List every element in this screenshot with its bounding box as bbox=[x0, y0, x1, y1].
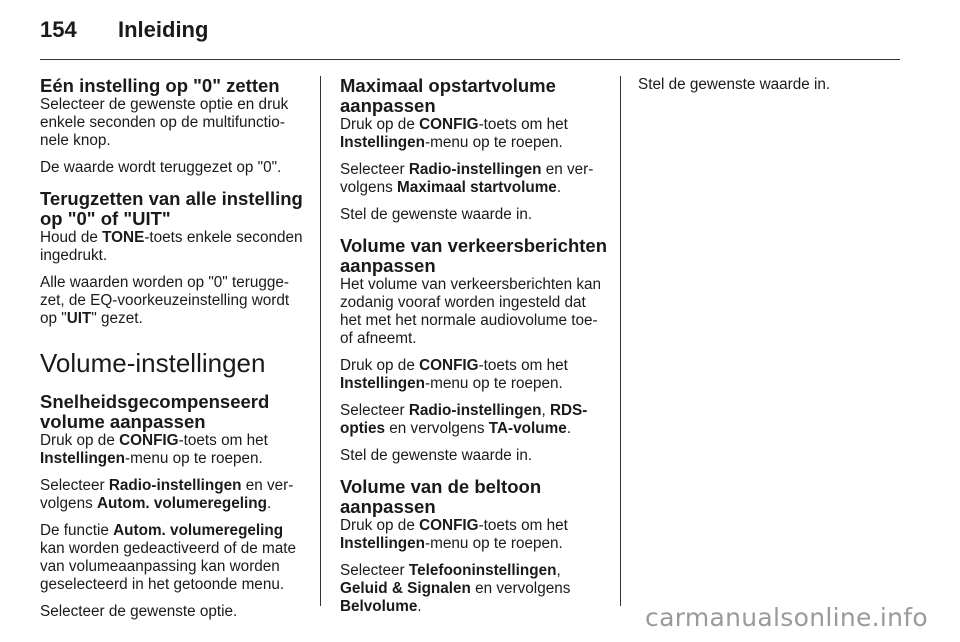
paragraph: De waarde wordt teruggezet op "0". bbox=[40, 159, 282, 176]
section-heading: Eén instelling op "0" zetten bbox=[40, 75, 280, 96]
paragraph: Selecteer Radio-instellingen, RDS-opties en vervolgens TA-volume. bbox=[340, 402, 588, 437]
paragraph: Druk op de CONFIG-toets om het Instellingen-menu op te roepen. bbox=[340, 517, 568, 552]
section-heading: Volume van verkeersberichten aanpassen bbox=[340, 235, 608, 276]
paragraph: Druk op de CONFIG-toets om het Instellingen-menu op te roepen. bbox=[340, 116, 568, 151]
section-heading: Maximaal opstartvolume aanpassen bbox=[340, 75, 556, 116]
paragraph: Selecteer Radio-instellingen en vervolgens Maximaal startvolume. bbox=[340, 161, 594, 196]
chapter-section-title: Volume-instellingen bbox=[40, 348, 266, 378]
column-divider bbox=[620, 76, 621, 606]
paragraph: Stel de gewenste waarde in. bbox=[340, 206, 533, 223]
paragraph: Houd de TONE-toets enkele seconden ingedrukt. bbox=[40, 229, 303, 264]
paragraph: Stel de gewenste waarde in. bbox=[340, 447, 533, 464]
watermark: carmanualsonline.info bbox=[645, 603, 928, 632]
paragraph: Selecteer de gewenste optie. bbox=[40, 603, 238, 620]
column-middle bbox=[340, 76, 608, 625]
paragraph: Selecteer Radio-instellingen en vervolgens Autom. volumeregeling. bbox=[40, 477, 294, 512]
header-rule bbox=[40, 59, 900, 60]
paragraph: Alle waarden worden op "0" teruggezet, de EQ-voorkeuzeinstelling wordt op "UIT" gezet. bbox=[40, 274, 290, 327]
paragraph: Selecteer de gewenste optie en druk enkele seconden op de multifunctionele knop. bbox=[40, 96, 289, 149]
chapter-title: Inleiding bbox=[118, 17, 209, 42]
paragraph: Selecteer Telefooninstellingen, Geluid & Signalen en vervolgens Belvolume. bbox=[340, 562, 571, 615]
paragraph: Druk op de CONFIG-toets om het Instellingen-menu op te roepen. bbox=[40, 432, 268, 467]
paragraph: Stel de gewenste waarde in. bbox=[638, 76, 831, 93]
page-number: 154 bbox=[40, 17, 77, 42]
paragraph: Het volume van verkeersberichten kan zodanig vooraf worden ingesteld dat het met het normale audiovolume toe- of afneemt. bbox=[340, 276, 602, 347]
paragraph: Druk op de CONFIG-toets om het Instellingen-menu op te roepen. bbox=[340, 357, 568, 392]
paragraph: De functie Autom. volumeregeling kan worden gedeactiveerd of de mate van volumeaanpassing kan worden geselecteerd in het getoonde menu. bbox=[40, 522, 296, 593]
page-header bbox=[40, 17, 208, 43]
column-left bbox=[40, 76, 308, 630]
section-heading: Volume van de beltoon aanpassen bbox=[340, 476, 542, 517]
column-divider bbox=[320, 76, 321, 606]
section-heading: Snelheidsgecompenseerd volume aanpassen bbox=[40, 391, 270, 432]
section-heading: Terugzetten van alle instelling op "0" of "UIT" bbox=[40, 188, 303, 229]
column-right bbox=[638, 76, 900, 103]
